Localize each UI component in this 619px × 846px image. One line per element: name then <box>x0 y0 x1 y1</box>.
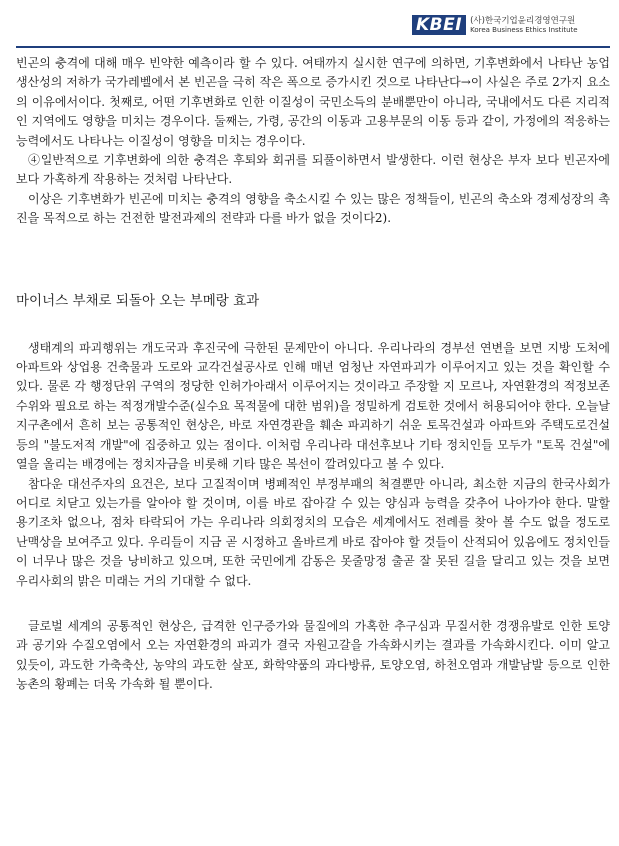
body-paragraph: 참다운 대선주자의 요건은, 보다 고질적이며 병폐적인 부정부패의 척결뿐만 아니라, 최소한 지금의 한국사회가 어디로 치닫고 있는가를 알아야 할 것이며, 이를 바로 잡아갈 수 있는 양심과 능력을 갖추어 나아가야 한다. 말할 용기조차 없으나, 점차 타락되어 가는 우리나라 의회정치의 모습은 세계에서도 전례를 찾아 볼 수도 없을 정도로 난맥상을 보여주고 있다. 우리들이 지금 곧 시정하고 올바르게 바로 잡아야 할 것들이 산적되어 있음에도 정치인들이 너무나 많은 것을 낭비하고 있으며, 또한 국민에게 감동은 못줄망정 출곧 잘 못된 길을 달리고 있는 것을 보면 우리사회의 밝은 미래는 거의 기대할 수 없다. <box>16 476 610 588</box>
body-paragraph: 이상은 기후변화가 빈곤에 미치는 충격의 영향을 축소시킬 수 있는 많은 정책들이, 빈곤의 축소와 경제성장의 촉진을 목적으로 하는 건전한 발전과제의 전략과 다를 바가 없을 것이다2). <box>16 191 610 226</box>
section-heading: 마이너스 부채로 되돌아 오는 부메랑 효과 <box>16 292 260 309</box>
paragraph-gap <box>16 591 610 617</box>
org-name-kr: (사)한국기업윤리경영연구원 <box>470 15 576 26</box>
page-header <box>0 12 619 52</box>
body-paragraph: 생태계의 파괴행위는 개도국과 후진국에 극한된 문제만이 아니다. 우리나라의 경부선 연변을 보면 지방 도처에 아파트와 상업용 건축물과 도로와 교각건설공사로 인해 매년 엄청난 자연파괴가 이루어지고 있는 것을 확인할 수 있다. 물론 각 행정단위 구역의 정당한 인허가아래서 이루어지는 것이라고 주장할 지 모르나, 자연환경의 적정보존수위와 필요로 하는 적정개발수준(실수요 목적물에 대한 범위)을 정밀하게 검토한 것에서 허용되어야 한다. 오늘날 지구촌에서 흔히 보는 공통적인 현상은, 바로 자연경관을 훼손 파괴하기 쉬운 토목건설과 아파트와 주택도로건설 등의 "불도저적 개발"에 집중하고 있는 점이다. 이처럼 우리나라 대선후보나 기타 정치인들 모두가 "토목 건설"에 열을 올리는 배경에는 정치자금을 비롯해 기타 많은 복선이 깔려있다고 볼 수 있다. <box>16 340 610 472</box>
body-paragraph: ④일반적으로 기후변화에 의한 충격은 후퇴와 회귀를 되풀이하면서 발생한다. 이런 현상은 부자 보다 빈곤자에 보다 가혹하게 작용하는 것처럼 나타난다. <box>16 153 610 187</box>
logo-mark: KBEI <box>412 15 466 35</box>
body-paragraph: 빈곤의 충격에 대해 매우 빈약한 예측이라 할 수 있다. 여태까지 실시한 연구에 의하면, 기후변화에서 나타난 농업생산성의 저하가 국가레벨에서 본 빈곤을 극히 작은 폭으로 증가시킨 것으로 나타난다→이 사실은 주로 2가지 요소의 이유에서이다. 첫째로, 어떤 기후변화로 인한 이질성이 국민소득의 분배뿐만이 아니라, 국내에서도 다른 지리적인 지역에도 영향을 미치는 경우이다. 둘째는, 가령, 공간의 이동과 고용부문의 이동 등과 같이, 가정에의 적응하는 능력에서도 나타나는 이질성이 영향을 미치는 경우이다. <box>16 56 610 148</box>
org-name-en: Korea Business Ethics Institute <box>470 25 578 34</box>
document-body <box>16 54 610 695</box>
kbei-logo <box>412 15 578 35</box>
header-rule <box>16 46 610 48</box>
body-paragraph: 글로벌 세계의 공통적인 현상은, 급격한 인구증가와 물질에의 가혹한 추구심과 무질서한 경쟁유발로 인한 토양과 공기와 수질오염에서 오는 자연환경의 파괴가 결국 자원고갈을 가속화시키는 결과를 가속화시킨다. 이미 알고 있듯이, 과도한 가축축산, 농약의 과도한 살포, 화학약품의 과다방류, 토양오염, 하천오염과 개발남발 등으로 인한 농촌의 황폐는 더욱 가속화 될 뿐이다. <box>16 618 610 692</box>
logo-text <box>470 16 578 35</box>
